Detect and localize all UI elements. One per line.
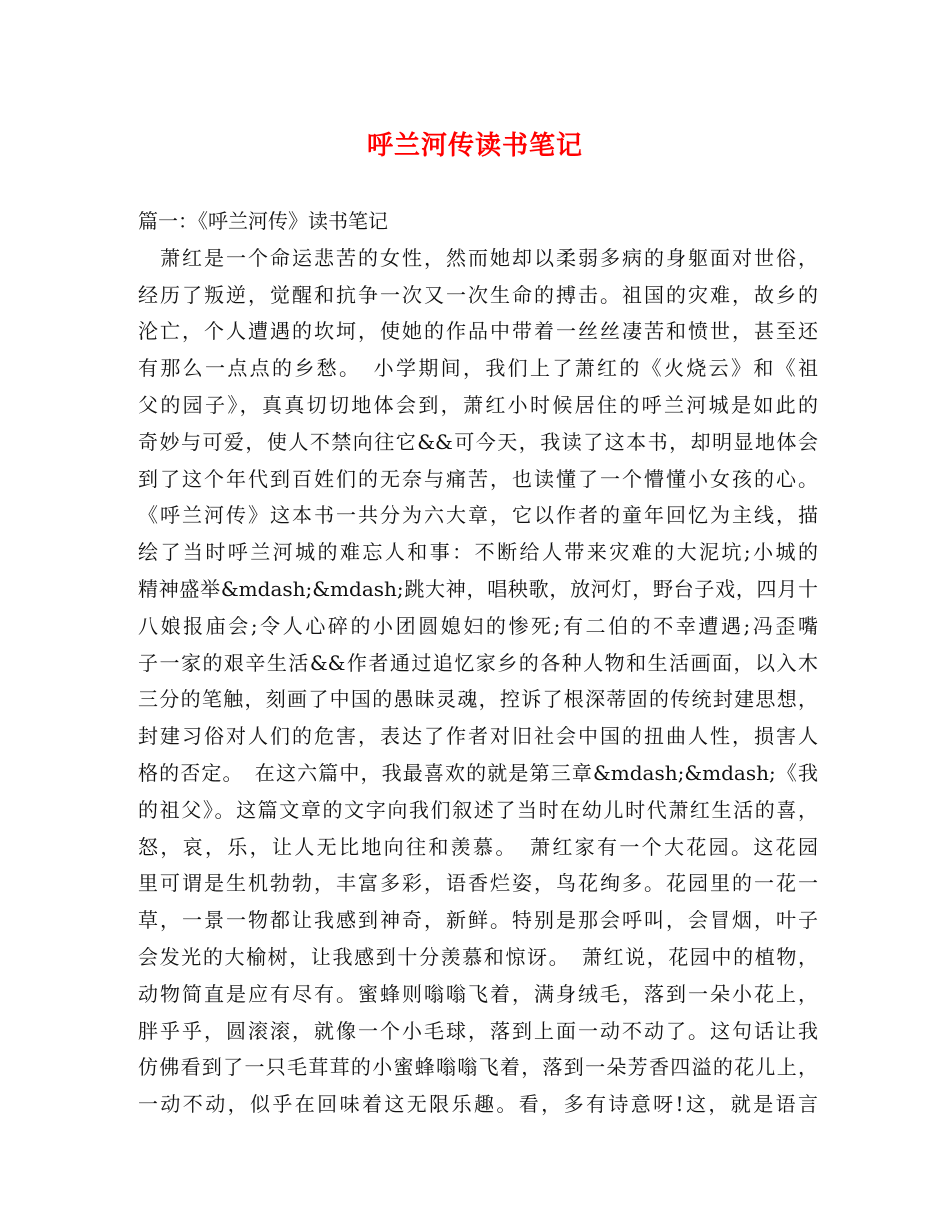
text-line: 奇妙与可爱，使人不禁向往它&&可今天，我读了这本书，却明显地体会 xyxy=(138,429,818,454)
text-line: 到了这个年代到百姓们的无奈与痛苦，也读懂了一个懵懂小女孩的心。 xyxy=(138,466,818,491)
text-line: 《呼兰河传》这本书一共分为六大章，它以作者的童年回忆为主线，描 xyxy=(138,503,818,528)
text-line: 绘了当时呼兰河城的难忘人和事：不断给人带来灾难的大泥坑;小城的 xyxy=(138,540,818,565)
text-line: 子一家的艰辛生活&&作者通过追忆家乡的各种人物和生活画面，以入木 xyxy=(138,650,818,675)
text-line: 一动不动，似乎在回味着这无限乐趣。看，多有诗意呀!这，就是语言 xyxy=(138,1092,818,1117)
text-line: 草，一景一物都让我感到神奇，新鲜。特别是那会呼叫，会冒烟，叶子 xyxy=(138,908,818,933)
text-line: 篇一：《呼兰河传》读书笔记 xyxy=(138,209,388,233)
text-line: 有那么一点点的乡愁。 小学期间，我们上了萧红的《火烧云》和《祖 xyxy=(138,356,818,381)
text-line: 萧红是一个命运悲苦的女性，然而她却以柔弱多病的身躯面对世俗， xyxy=(138,245,818,270)
text-line: 动物简直是应有尽有。蜜蜂则嗡嗡飞着，满身绒毛，落到一朵小花上， xyxy=(138,981,818,1006)
text-line: 胖乎乎，圆滚滚，就像一个小毛球，落到上面一动不动了。这句话让我 xyxy=(138,1018,818,1043)
text-line: 的祖父》。这篇文章的文字向我们叙述了当时在幼儿时代萧红生活的喜， xyxy=(138,797,818,822)
text-line: 沦亡，个人遭遇的坎坷，使她的作品中带着一丝丝凄苦和愤世，甚至还 xyxy=(138,319,818,344)
text-line: 封建习俗对人们的危害，表达了作者对旧社会中国的扭曲人性，损害人 xyxy=(138,724,818,749)
text-line: 八娘报庙会;令人心碎的小团圆媳妇的惨死;有二伯的不幸遭遇;冯歪嘴 xyxy=(138,613,818,638)
text-line: 父的园子》，真真切切地体会到，萧红小时候居住的呼兰河城是如此的 xyxy=(138,392,818,417)
text-line: 三分的笔触，刻画了中国的愚昧灵魂，控诉了根深蒂固的传统封建思想， xyxy=(138,687,818,712)
text-line: 格的否定。 在这六篇中，我最喜欢的就是第三章&mdash;&mdash;《我 xyxy=(138,760,818,785)
text-line: 精神盛举&mdash;&mdash;跳大神，唱秧歌，放河灯，野台子戏，四月十 xyxy=(138,576,818,601)
document-body xyxy=(138,203,818,1123)
document-title: 呼兰河传读书笔记 xyxy=(366,131,583,161)
text-line: 会发光的大榆树，让我感到十分羡慕和惊讶。 萧红说，花园中的植物， xyxy=(138,944,818,969)
text-line: 经历了叛逆，觉醒和抗争一次又一次生命的搏击。祖国的灾难，故乡的 xyxy=(138,282,818,307)
text-line: 里可谓是生机勃勃，丰富多彩，语香烂姿，鸟花绚多。花园里的一花一 xyxy=(138,871,818,896)
text-line: 仿佛看到了一只毛茸茸的小蜜蜂嗡嗡飞着，落到一朵芳香四溢的花儿上， xyxy=(138,1055,818,1080)
text-line: 怒，哀，乐，让人无比地向往和羡慕。 萧红家有一个大花园。这花园 xyxy=(138,834,818,859)
